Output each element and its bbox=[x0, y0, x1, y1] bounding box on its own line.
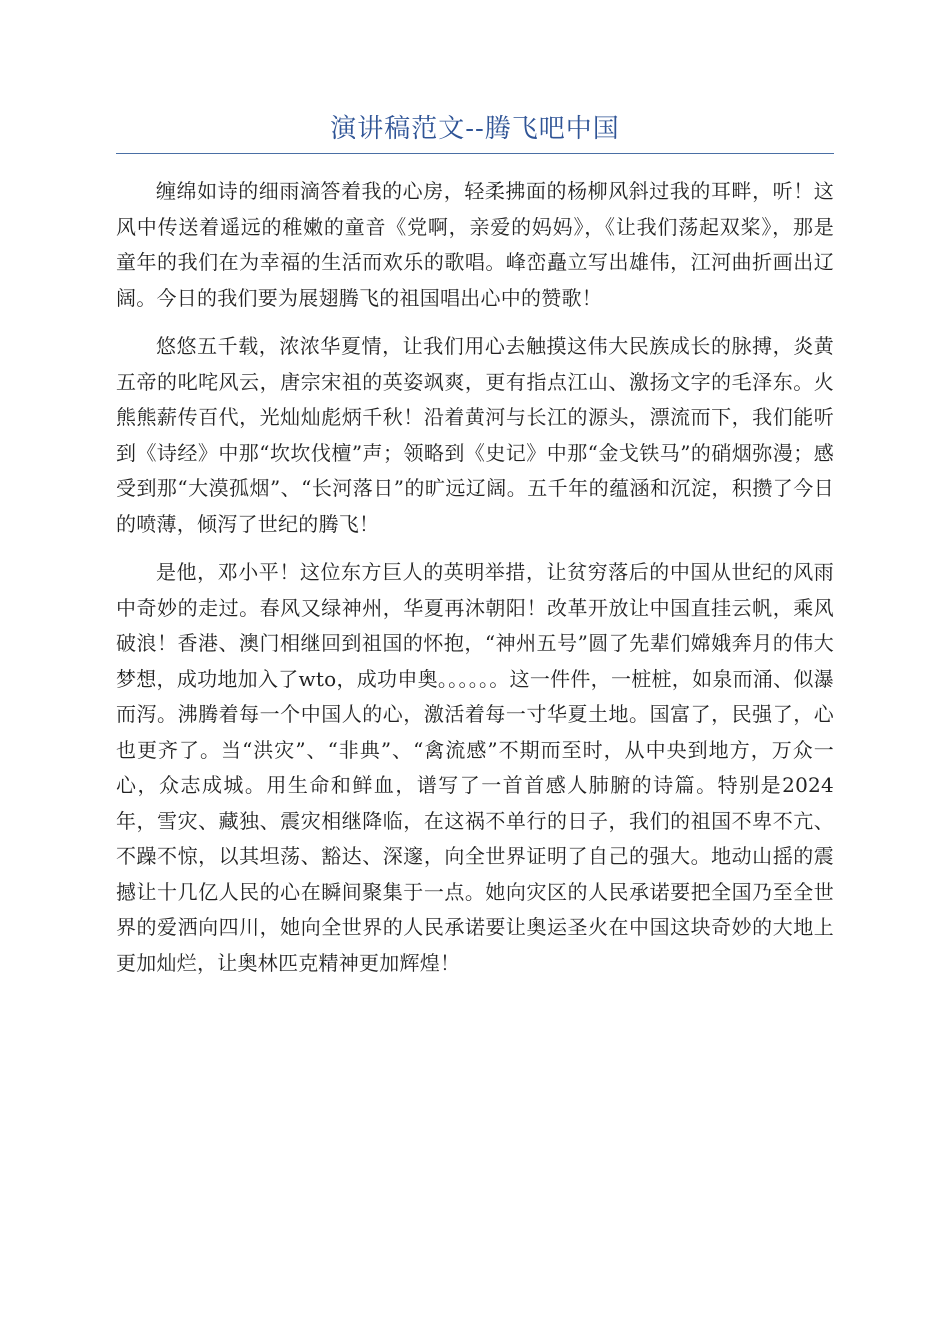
document-body bbox=[116, 174, 834, 981]
paragraph-3: 是他，邓小平！这位东方巨人的英明举措，让贫穷落后的中国从世纪的风雨中奇妙的走过。春风又绿神州，华夏再沐朝阳！改革开放让中国直挂云帆，乘风破浪！香港、澳门相继回到祖国的怀抱，“神州五号”圆了先辈们嫦娥奔月的伟大梦想，成功地加入了wto，成功申奥。。。。。。这一件件，一桩桩，如泉而涌、似瀑而泻。沸腾着每一个中国人的心，激活着每一寸华夏土地。国富了，民强了，心也更齐了。当“洪灾”、“非典”、“禽流感”不期而至时，从中央到地方，万众一心，众志成城。用生命和鲜血，谱写了一首首感人肺腑的诗篇。特别是2024年，雪灾、藏独、震灾相继降临，在这祸不单行的日子，我们的祖国不卑不亢、不躁不惊，以其坦荡、豁达、深邃，向全世界证明了自己的强大。地动山摇的震撼让十几亿人民的心在瞬间聚集于一点。她向灾区的人民承诺要把全国乃至全世界的爱洒向四川，她向全世界的人民承诺要让奥运圣火在中国这块奇妙的大地上更加灿烂，让奥林匹克精神更加辉煌！ bbox=[116, 560, 834, 975]
document-title: 演讲稿范文--腾飞吧中国 bbox=[330, 114, 620, 144]
document-page bbox=[116, 112, 834, 994]
paragraph-1: 缠绵如诗的细雨滴答着我的心房，轻柔拂面的杨柳风斜过我的耳畔，听！这风中传送着遥远的稚嫩的童音《党啊，亲爱的妈妈》，《让我们荡起双桨》，那是童年的我们在为幸福的生活而欢乐的歌唱。峰峦矗立写出雄伟，江河曲折画出辽阔。今日的我们要为展翅腾飞的祖国唱出心中的赞歌！ bbox=[116, 179, 834, 310]
title-section bbox=[116, 112, 834, 154]
paragraph-2: 悠悠五千载，浓浓华夏情，让我们用心去触摸这伟大民族成长的脉搏，炎黄五帝的叱咤风云，唐宗宋祖的英姿飒爽，更有指点江山、激扬文字的毛泽东。火熊熊薪传百代，光灿灿彪炳千秋！沿着黄河与长江的源头，漂流而下，我们能听到《诗经》中那“坎坎伐檀”声；领略到《史记》中那“金戈铁马”的硝烟弥漫；感受到那“大漠孤烟”、“长河落日”的旷远辽阔。五千年的蕴涵和沉淀，积攒了今日的喷薄，倾泻了世纪的腾飞！ bbox=[116, 334, 834, 536]
